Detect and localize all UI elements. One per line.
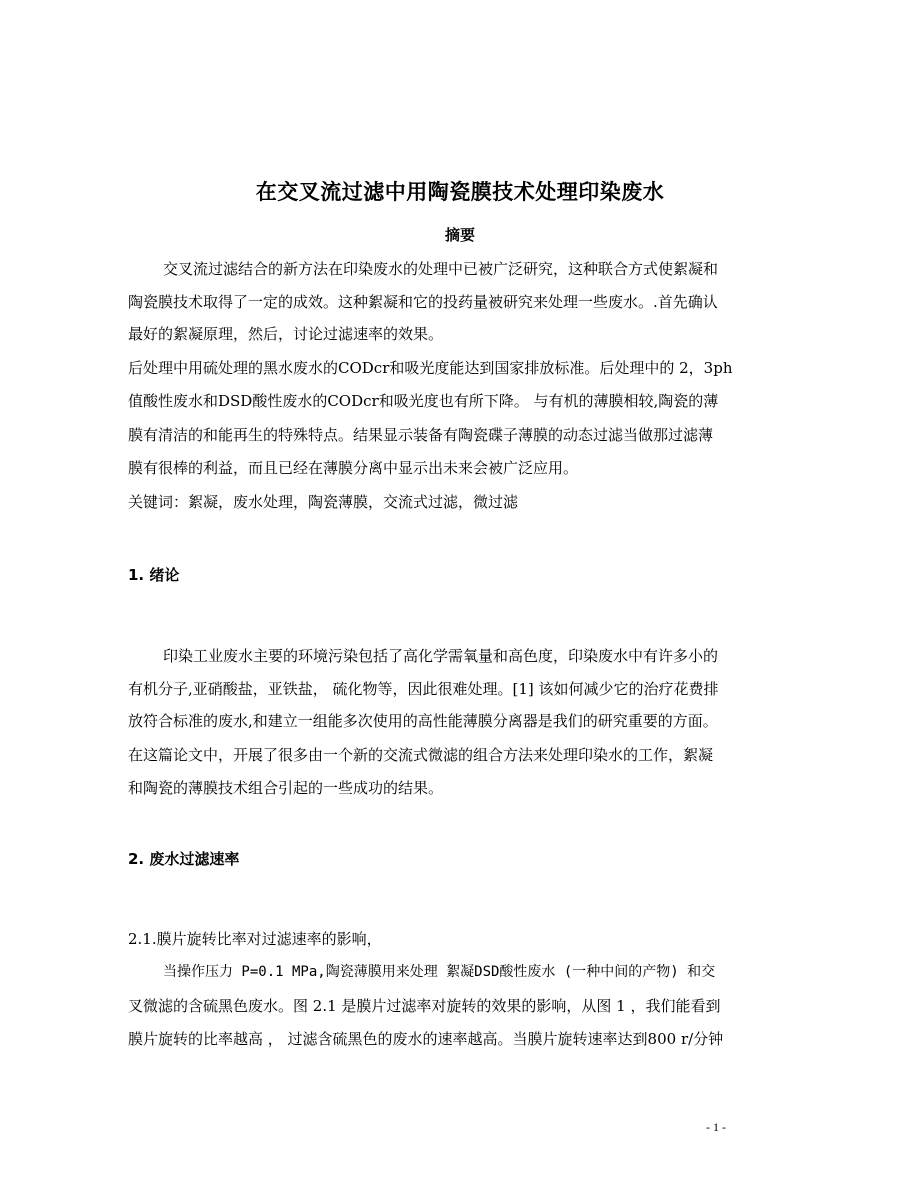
paragraph-line: 放符合标准的废水,和建立一组能多次使用的高性能薄膜分离器是我们的研究重要的方面。	[128, 712, 718, 730]
paragraph-line: 和陶瓷的薄膜技术组合引起的一些成功的结果。	[128, 779, 444, 797]
document-title: 在交叉流过滤中用陶瓷膜技术处理印染废水	[255, 180, 665, 204]
subsection-heading: 2.1.膜片旋转比率对过滤速率的影响，	[128, 930, 382, 948]
abstract-line: 陶瓷膜技术取得了一定的成效。这种絮凝和它的投药量被研究来处理一些废水。.首先确认	[128, 293, 718, 311]
paragraph-line: 叉微滤的含硫黑色废水。图 2.1 是膜片过滤率对旋转的效果的影响，从图 1 ，我们能看到	[128, 997, 721, 1015]
paragraph-line: 当操作压力 P=0.1 MPa,陶瓷薄膜用来处理 絮凝DSD酸性废水 (一种中间的产物) 和交	[163, 964, 716, 980]
section-heading-introduction: 1. 绪论	[128, 566, 180, 584]
abstract-heading: 摘要	[444, 226, 475, 244]
keywords-line: 关键词：絮凝，废水处理，陶瓷薄膜，交流式过滤，微过滤	[128, 493, 519, 511]
paragraph-line: 在这篇论文中，开展了很多由一个新的交流式微滤的组合方法来处理印染水的工作，絮凝	[128, 746, 714, 764]
abstract-line: 后处理中用硫处理的黑水废水的CODcr和吸光度能达到国家排放标准。后处理中的 2，3ph	[128, 359, 733, 377]
abstract-line: 交叉流过滤结合的新方法在印染废水的处理中已被广泛研究，这种联合方式使絮凝和	[163, 260, 719, 278]
paragraph-line: 有机分子,亚硝酸盐，亚铁盐， 硫化物等，因此很难处理。[1] 该如何减少它的治疗花费排	[128, 680, 719, 698]
abstract-line: 最好的絮凝原理，然后，讨论过滤速率的效果。	[128, 325, 444, 343]
paragraph-line: 膜片旋转的比率越高 ， 过滤含硫黑色的废水的速率越高。当膜片旋转速率达到800 r/分钟	[128, 1030, 724, 1048]
abstract-line: 膜有很棒的利益，而且已经在薄膜分离中显示出未来会被广泛应用。	[128, 459, 579, 477]
abstract-line: 膜有清洁的和能再生的特殊特点。结果显示装备有陶瓷碟子薄膜的动态过滤当做那过滤薄	[128, 426, 714, 444]
abstract-line: 值酸性废水和DSD酸性废水的CODcr和吸光度也有所下降。 与有机的薄膜相较,陶瓷的薄	[128, 392, 719, 410]
page-number: - 1 -	[706, 1120, 726, 1134]
section-heading-filtration-rate: 2. 废水过滤速率	[128, 850, 240, 868]
paragraph-line: 印染工业废水主要的环境污染包括了高化学需氧量和高色度，印染废水中有许多小的	[163, 647, 719, 665]
